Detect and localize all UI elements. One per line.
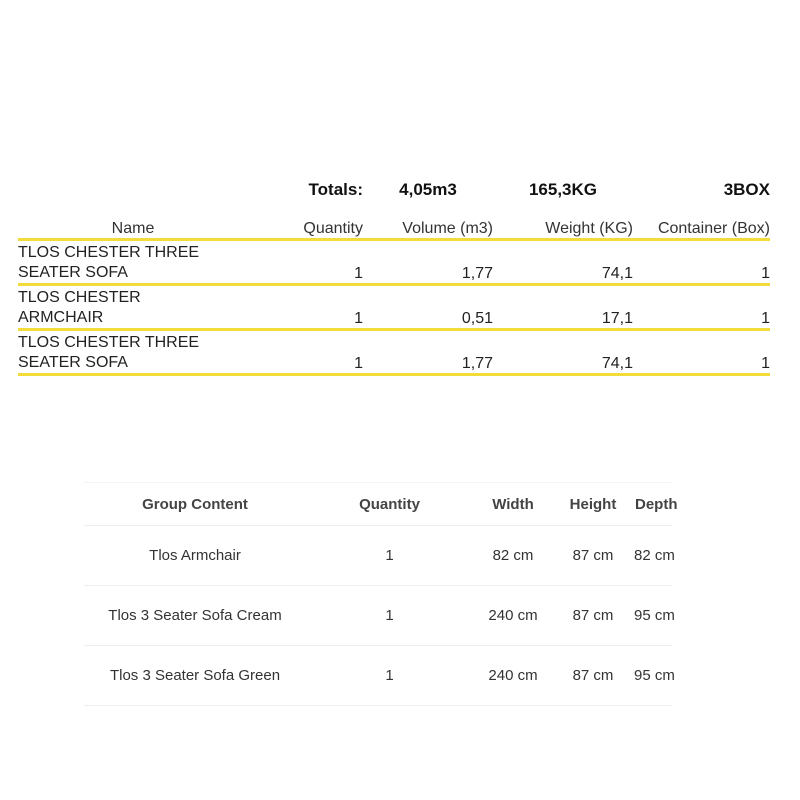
item-quantity: 1 bbox=[248, 241, 363, 285]
item-weight: 17,1 bbox=[493, 285, 633, 330]
item-volume: 1,77 bbox=[363, 330, 493, 375]
shipping-header-row bbox=[18, 204, 770, 240]
group-item-height: 87 cm bbox=[552, 646, 634, 706]
header-group-content: Group Content bbox=[84, 483, 306, 526]
item-container: 1 bbox=[633, 241, 770, 285]
group-item-width: 240 cm bbox=[474, 646, 552, 706]
group-header-row bbox=[84, 483, 672, 526]
group-item-height: 87 cm bbox=[552, 526, 634, 586]
group-item-width: 82 cm bbox=[474, 526, 552, 586]
group-item-quantity: 1 bbox=[306, 526, 474, 586]
shipping-summary-table bbox=[18, 176, 770, 376]
item-container: 1 bbox=[633, 330, 770, 375]
item-weight: 74,1 bbox=[493, 330, 633, 375]
group-item-name: Tlos 3 Seater Sofa Green bbox=[84, 646, 306, 706]
item-name: TLOS CHESTER ARMCHAIR bbox=[18, 285, 248, 330]
totals-row bbox=[18, 176, 770, 204]
totals-label: Totals: bbox=[308, 180, 363, 199]
group-item-depth: 95 cm bbox=[634, 646, 672, 706]
item-container: 1 bbox=[633, 285, 770, 330]
header-group-quantity: Quantity bbox=[306, 483, 474, 526]
group-item-quantity: 1 bbox=[306, 646, 474, 706]
table-row bbox=[18, 330, 770, 375]
item-volume: 0,51 bbox=[363, 285, 493, 330]
item-name: TLOS CHESTER THREE SEATER SOFA bbox=[18, 330, 248, 375]
item-quantity: 1 bbox=[248, 285, 363, 330]
group-item-name: Tlos 3 Seater Sofa Cream bbox=[84, 586, 306, 646]
header-volume: Volume (m3) bbox=[402, 220, 493, 237]
group-item-quantity: 1 bbox=[306, 586, 474, 646]
group-item-height: 87 cm bbox=[552, 586, 634, 646]
total-volume: 4,05m3 bbox=[399, 180, 457, 199]
header-width: Width bbox=[474, 483, 552, 526]
table-row bbox=[84, 586, 672, 646]
header-quantity: Quantity bbox=[303, 220, 363, 237]
header-depth: Depth bbox=[634, 483, 672, 526]
item-volume: 1,77 bbox=[363, 241, 493, 285]
table-row bbox=[84, 526, 672, 586]
header-height: Height bbox=[552, 483, 634, 526]
group-item-depth: 82 cm bbox=[634, 526, 672, 586]
group-content-table bbox=[84, 482, 678, 706]
table-row bbox=[84, 646, 672, 706]
total-boxes: 3BOX bbox=[723, 180, 770, 199]
item-weight: 74,1 bbox=[493, 241, 633, 285]
table-row bbox=[18, 241, 770, 285]
header-name: Name bbox=[111, 220, 155, 237]
group-item-name: Tlos Armchair bbox=[84, 526, 306, 586]
total-weight: 165,3KG bbox=[528, 180, 598, 199]
item-name: TLOS CHESTER THREE SEATER SOFA bbox=[18, 241, 248, 285]
group-item-width: 240 cm bbox=[474, 586, 552, 646]
item-quantity: 1 bbox=[248, 330, 363, 375]
group-item-depth: 95 cm bbox=[634, 586, 672, 646]
header-weight: Weight (KG) bbox=[545, 220, 633, 237]
header-container: Container (Box) bbox=[657, 220, 770, 237]
table-row bbox=[18, 285, 770, 330]
